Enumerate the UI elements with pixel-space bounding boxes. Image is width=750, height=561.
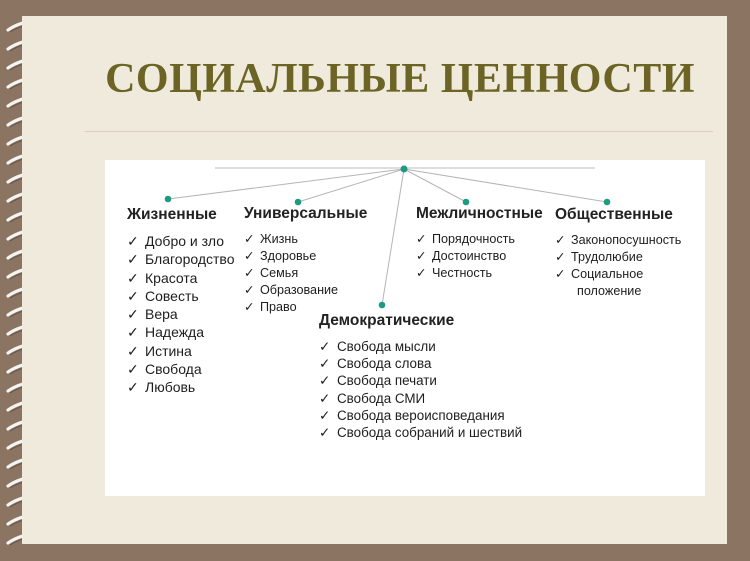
connector-line	[298, 169, 404, 202]
value-item	[319, 407, 522, 424]
checkmark-icon: ✓	[416, 232, 427, 246]
value-item-label: Свобода слова	[337, 356, 432, 372]
value-item	[127, 305, 234, 323]
checkmark-icon: ✓	[127, 324, 139, 341]
group-obshchestvennye	[555, 206, 681, 300]
value-item-label: Порядочность	[432, 232, 515, 246]
checkmark-icon: ✓	[319, 425, 331, 441]
value-item-label: Образование	[260, 283, 339, 297]
checkmark-icon: ✓	[416, 266, 427, 280]
group-mezhlichnostnye	[416, 205, 543, 282]
value-item	[555, 266, 681, 283]
value-item-label: Свобода собраний и шествий	[337, 425, 523, 441]
checkmark-icon: ✓	[319, 407, 331, 423]
value-item	[127, 378, 234, 396]
checkmark-icon: ✓	[244, 283, 255, 297]
hub-node	[401, 166, 408, 173]
value-item	[244, 282, 367, 299]
value-item	[244, 265, 367, 282]
value-item-label: Красота	[145, 269, 198, 286]
value-item	[416, 231, 543, 248]
value-item	[416, 248, 543, 265]
value-item-label: Честность	[432, 266, 493, 280]
connector-line	[168, 169, 404, 199]
group-heading: Универсальные	[244, 205, 368, 222]
connector-node	[604, 199, 611, 206]
value-item	[555, 249, 681, 266]
value-item	[127, 232, 234, 250]
group-items	[127, 232, 234, 397]
value-item-label: Любовь	[145, 379, 196, 396]
value-item	[244, 231, 367, 248]
connector-node	[165, 196, 172, 203]
value-item-label: Вера	[145, 306, 178, 323]
value-item	[127, 360, 234, 378]
connector-node	[379, 302, 386, 309]
value-item-label: Жизнь	[260, 232, 298, 246]
value-item-label: Свобода печати	[337, 373, 437, 389]
value-item-label: Законопосушность	[571, 233, 682, 247]
value-item-label: Социальное	[571, 267, 644, 281]
checkmark-icon: ✓	[319, 356, 331, 372]
group-heading: Общественные	[555, 206, 673, 223]
checkmark-icon: ✓	[555, 233, 566, 247]
group-items	[319, 338, 522, 441]
checkmark-icon: ✓	[244, 300, 255, 314]
value-item	[127, 323, 234, 341]
group-items	[555, 232, 681, 300]
value-item	[416, 265, 543, 282]
value-item	[319, 424, 522, 441]
value-item	[555, 232, 681, 249]
checkmark-icon: ✓	[244, 266, 255, 280]
value-item-label: Право	[260, 300, 297, 314]
checkmark-icon: ✓	[127, 269, 139, 286]
value-item	[127, 269, 234, 287]
value-item	[244, 248, 367, 265]
checkmark-icon: ✓	[127, 379, 139, 396]
group-heading: Жизненные	[127, 206, 217, 223]
page-title: СОЦИАЛЬНЫЕ ЦЕННОСТИ	[105, 56, 695, 102]
checkmark-icon: ✓	[555, 250, 566, 264]
value-item	[319, 355, 522, 372]
value-item-label: Надежда	[145, 324, 205, 341]
checkmark-icon: ✓	[244, 232, 255, 246]
group-heading: Демократические	[319, 312, 455, 329]
group-zhiznennye	[127, 206, 234, 397]
value-item	[319, 338, 522, 355]
values-diagram	[105, 160, 705, 496]
group-items	[244, 231, 367, 316]
value-item	[319, 372, 522, 389]
value-item-label: Свобода СМИ	[337, 390, 426, 406]
value-item	[319, 390, 522, 407]
group-items	[416, 231, 543, 282]
checkmark-icon: ✓	[319, 373, 331, 389]
connector-line	[382, 169, 404, 305]
value-item-label: Здоровье	[260, 249, 317, 263]
checkmark-icon: ✓	[127, 251, 139, 268]
value-item	[127, 250, 234, 268]
value-item-label: Благородство	[145, 251, 235, 268]
value-item-label: Добро и зло	[145, 233, 224, 249]
checkmark-icon: ✓	[127, 361, 139, 378]
value-item	[127, 287, 234, 305]
value-item-label: Истина	[145, 342, 192, 359]
value-item-label: Трудолюбие	[571, 250, 643, 264]
value-item-label: Свобода	[145, 361, 202, 378]
checkmark-icon: ✓	[555, 267, 566, 281]
value-item-label: Совесть	[145, 287, 199, 304]
checkmark-icon: ✓	[319, 390, 331, 406]
checkmark-icon: ✓	[319, 339, 331, 354]
checkmark-icon: ✓	[416, 249, 427, 263]
value-item-label: Семья	[260, 266, 299, 280]
title-divider	[85, 131, 713, 132]
value-item-label: Свобода мысли	[337, 339, 436, 354]
group-heading: Межличностные	[416, 205, 543, 222]
checkmark-icon: ✓	[127, 233, 139, 249]
checkmark-icon: ✓	[127, 306, 139, 323]
group-demokraticheskie	[319, 312, 522, 441]
group-universalnye	[244, 205, 367, 316]
checkmark-icon: ✓	[127, 342, 139, 359]
value-item-label: Свобода вероисповедания	[337, 407, 505, 423]
checkmark-icon: ✓	[127, 287, 139, 304]
value-item-label: Достоинство	[432, 249, 507, 263]
value-item-continuation: положение	[577, 284, 642, 298]
value-item	[127, 342, 234, 360]
checkmark-icon: ✓	[244, 249, 255, 263]
